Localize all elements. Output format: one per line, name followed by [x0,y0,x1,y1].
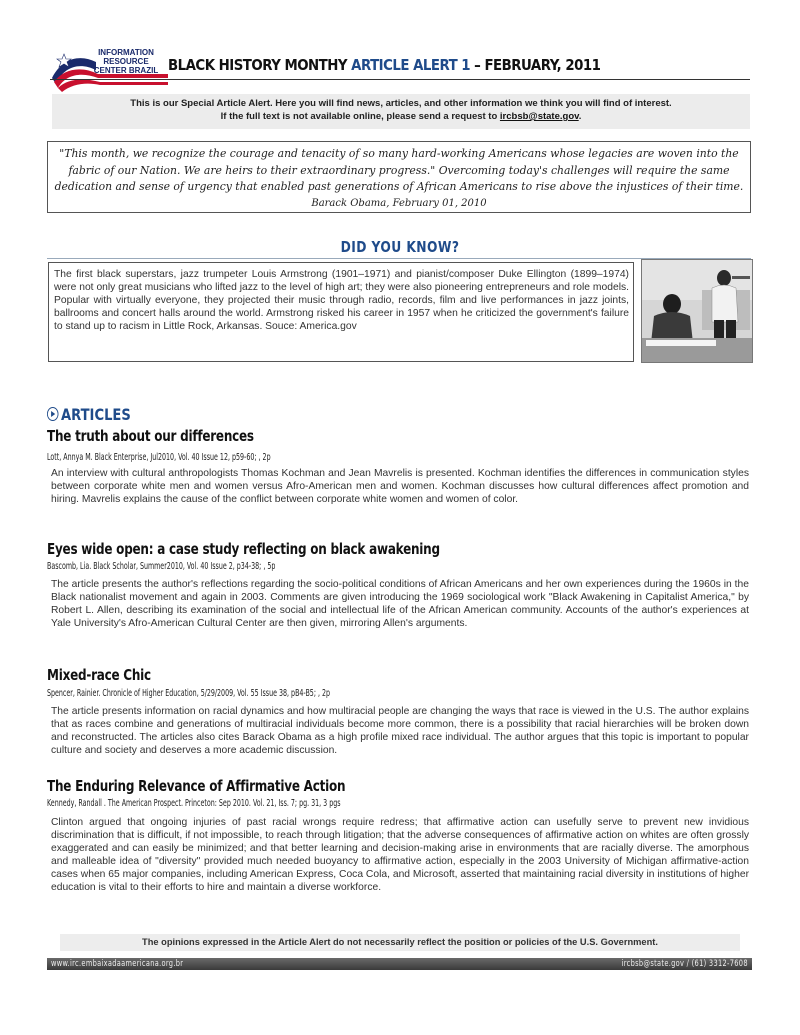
quote-attribution: Barack Obama, February 01, 2010 [311,197,487,209]
intro-banner [52,94,750,129]
articles-heading [47,405,131,424]
header-divider [50,79,750,80]
intro-line-2-suffix: . [578,111,582,122]
title-part-3: – FEBRUARY, 2011 [470,56,601,74]
articles-heading-label: ARTICLES [60,405,131,424]
article-title[interactable]: The truth about our differences [47,427,254,445]
disclaimer: The opinions expressed in the Article Alert do not necessarily reflect the position or policies of the U.S. Government. [60,934,740,951]
article-summary: The article presents information on racial dynamics and how multiracial people are changing the ways that race is viewed in the U.S. The author explains that as races combine and generations of multiracial individuals become more common, there is a possibility that racial hierarchies will be broken down and reconstructed. The articles also cites Barack Obama as a high profile mixed race individual. The author argues that this topic is important to popular culture and society and deserves a more academic discussion. [51,706,749,756]
intro-line-2 [52,110,750,123]
article-title[interactable]: Mixed-race Chic [47,666,151,684]
page-title [168,56,600,74]
irc-logo [50,44,168,94]
logo-text: INFORMATION RESOURCE CENTER BRAZIL [93,48,159,75]
article-title[interactable]: Eyes wide open: a case study reflecting on black awakening [47,540,440,558]
article-citation: Lott, Annya M. Black Enterprise, Jul2010, Vol. 40 Issue 12, p59-60; , 2p [47,452,271,463]
article-summary: The article presents the author's reflections regarding the socio-political conditions of African Americans and her own experiences during the 1960s in the Black nationalist movement and again in 2003. Comments are given introducing the 1969 sociological work "Black Awakening in Capitalist America," by Robert L. Allen, describing its examination of the social and intellectual life of the African American community. Accounts of the author's experiences at Yale University's Afro-American Cultural Center are then given, mirroring Allen's arguments. [51,579,749,629]
quote-text: "This month, we recognize the courage and tenacity of so many hard-working Americans whose legacies are woven into the fabric of our Nation. We are heirs to their extraordinary progress." Overcoming today's challenges will require the same dedication and sense of urgency that enabled past generations of African Americans to rise above the injustices of their time. [54,147,744,193]
article-title[interactable]: The Enduring Relevance of Affirmative Action [47,777,346,795]
article-summary: An interview with cultural anthropologists Thomas Kochman and Jean Mavrelis is presented. Kochman identifies the differences in communication styles between corporate white men and women versus Afro-American men and women. Kochman discusses how cultural differences affect promotion and hiring. Mavrelis explains the cause of the conflict between corporate white women and women of color. [51,468,749,505]
musicians-photo [641,259,753,363]
quote-box [47,141,751,213]
did-you-know-heading: DID YOU KNOW? [340,238,460,256]
intro-line-1: This is our Special Article Alert. Here you will find news, articles, and other information we think you will find of interest. [130,98,672,109]
website-link[interactable]: www.irc.embaixadaamericana.org.br [51,959,184,969]
request-email-link[interactable]: ircbsb@state.gov [499,111,579,122]
article-citation: Spencer, Rainier. Chronicle of Higher Education, 5/29/2009, Vol. 55 Issue 38, pB4-B5; , 2p [47,688,331,699]
intro-line-2-prefix: If the full text is not available online, please send a request to [220,111,500,122]
did-you-know-text: The first black superstars, jazz trumpeter Louis Armstrong (1901–1971) and pianist/composer Duke Ellington (1899–1974) were not only great musicians who lifted jazz to the level of high art; they were also pioneering entrepreneurs and role models. Popular with virtually everyone, they projected their music through radio, records, film and live performances in jazz joints, ballrooms and concert halls around the world. Armstrong risked his career in 1957 when he criticized the government's failure to stand up to racism in Little Rock, Arkansas. Souce: America.gov [48,262,634,362]
footer-bar [47,958,752,970]
article-citation: Bascomb, Lia. Black Scholar, Summer2010, Vol. 40 Issue 2, p34-38; , 5p [47,561,276,572]
contact-info[interactable]: ircbsb@state.gov / (61) 3312-7608 [621,959,748,969]
article-summary: Clinton argued that ongoing injuries of past racial wrongs require redress; that affirmative action can usefully serve to prevent new invidious discrimination that is difficult, if not impossible, to reach through litigation; that the adverse consequences of affirmative action on whites are often grossly exaggerated and can easily be minimized; and that better learning and decision-making arise in environments that are racially diverse. The amorphous and malleable idea of "diversity" provided much needed buoyancy to affirmative action, especially in the 2003 University of Michigan affirmative-action cases when 65 major companies, including American Express, Coca Cola, and Microsoft, asserted that maintaining racial diversity in institutions of higher education is vital to their efforts to hire and maintain a diverse workforce. [51,817,749,893]
title-part-2: ARTICLE ALERT 1 [351,56,471,74]
article-citation: Kennedy, Randall . The American Prospect. Princeton: Sep 2010. Vol. 21, Iss. 7; pg. 31, 3 pgs [47,798,341,809]
photo-illustration [642,260,752,362]
play-circle-icon [47,407,58,421]
title-part-1: BLACK HISTORY MONTHY [168,56,352,74]
